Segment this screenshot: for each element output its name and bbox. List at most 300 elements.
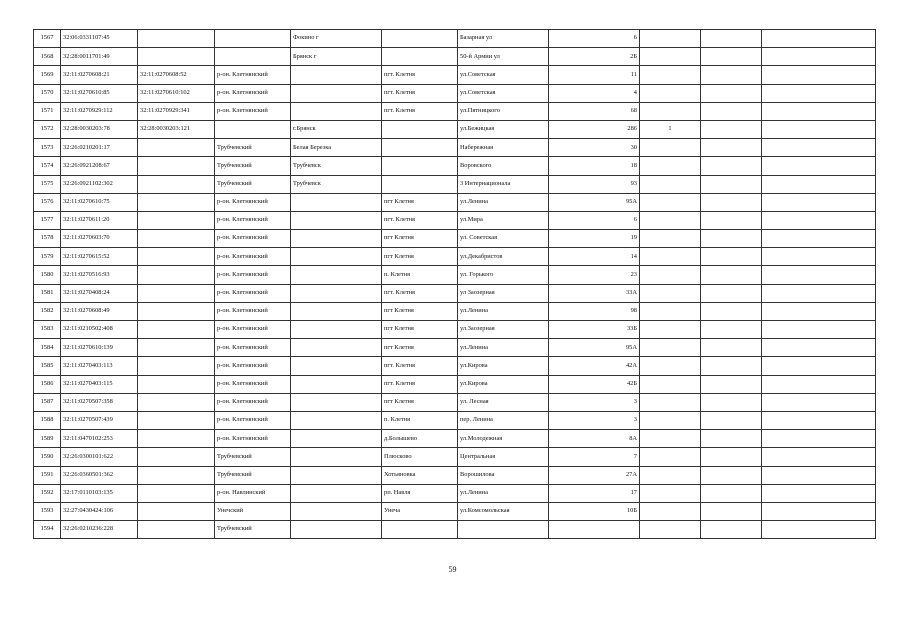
city-cell: Трубчевск <box>291 175 382 193</box>
cadastral-number-2-cell: 32:11:0270610:102 <box>138 84 215 102</box>
row-number-cell: 1590 <box>34 448 61 466</box>
house-number-cell: 4 <box>549 84 640 102</box>
city-cell <box>291 230 382 248</box>
cadastral-number-cell: 32:06:0331107:45 <box>61 30 138 48</box>
house-number-cell: 19 <box>549 230 640 248</box>
city-cell <box>291 502 382 520</box>
street-cell: ул.Советская <box>458 66 549 84</box>
table-row <box>34 284 876 302</box>
cadastral-number-cell: 32:17:0110103:135 <box>61 484 138 502</box>
settlement-cell <box>382 521 458 539</box>
house-number-cell <box>549 521 640 539</box>
row-number-cell: 1579 <box>34 248 61 266</box>
settlement-cell <box>382 30 458 48</box>
cadastral-number-2-cell <box>138 502 215 520</box>
notes-cell <box>762 102 876 120</box>
notes-cell <box>762 266 876 284</box>
cadastral-number-2-cell <box>138 175 215 193</box>
cadastral-number-cell: 32:11:0270610:85 <box>61 84 138 102</box>
house-number-cell: 93 <box>549 175 640 193</box>
row-number-cell: 1575 <box>34 175 61 193</box>
cadastral-number-2-cell <box>138 284 215 302</box>
row-number-cell: 1593 <box>34 502 61 520</box>
city-cell <box>291 357 382 375</box>
district-cell: р-он. Клетнянский <box>215 193 291 211</box>
city-cell <box>291 448 382 466</box>
settlement-cell: Плюсково <box>382 448 458 466</box>
notes-cell <box>762 175 876 193</box>
house-number-cell: 95А <box>549 193 640 211</box>
cadastral-number-2-cell <box>138 139 215 157</box>
cadastral-number-cell: 32:11:0470102:253 <box>61 430 138 448</box>
row-number-cell: 1574 <box>34 157 61 175</box>
house-number-cell: 27А <box>549 466 640 484</box>
cadastral-number-cell: 32:27:0430424:106 <box>61 502 138 520</box>
cadastral-number-2-cell <box>138 248 215 266</box>
table-row <box>34 393 876 411</box>
settlement-cell: п. Клетня <box>382 411 458 429</box>
settlement-cell: пгт Клетня <box>382 393 458 411</box>
quantity-cell: 1 <box>640 120 701 138</box>
settlement-cell <box>382 48 458 66</box>
district-cell <box>215 30 291 48</box>
cadastral-number-2-cell <box>138 375 215 393</box>
cadastral-number-2-cell <box>138 521 215 539</box>
district-cell: р-он. Клетнянский <box>215 230 291 248</box>
table-row <box>34 139 876 157</box>
cadastral-number-cell: 32:28:0030203:78 <box>61 120 138 138</box>
house-number-cell: 98 <box>549 302 640 320</box>
house-number-cell: 14 <box>549 248 640 266</box>
quantity-cell <box>640 411 701 429</box>
city-cell <box>291 375 382 393</box>
extra-cell <box>701 430 762 448</box>
district-cell: Трубчевский <box>215 175 291 193</box>
row-number-cell: 1580 <box>34 266 61 284</box>
cadastral-number-2-cell <box>138 430 215 448</box>
cadastral-number-2-cell <box>138 393 215 411</box>
house-number-cell: 68 <box>549 102 640 120</box>
extra-cell <box>701 484 762 502</box>
row-number-cell: 1585 <box>34 357 61 375</box>
cadastral-number-2-cell <box>138 339 215 357</box>
row-number-cell: 1583 <box>34 321 61 339</box>
street-cell: ул.Кирова <box>458 357 549 375</box>
city-cell <box>291 339 382 357</box>
district-cell: Трубчевский <box>215 448 291 466</box>
district-cell: р-он. Клетнянский <box>215 411 291 429</box>
cadastral-number-cell: 32:11:0210502:408 <box>61 321 138 339</box>
settlement-cell: пгт Клетня <box>382 339 458 357</box>
cadastral-number-cell: 32:11:0270610:75 <box>61 193 138 211</box>
extra-cell <box>701 211 762 229</box>
settlement-cell: Хотьяновка <box>382 466 458 484</box>
extra-cell <box>701 302 762 320</box>
house-number-cell: 7 <box>549 448 640 466</box>
cadastral-number-cell: 32:11:0270516:93 <box>61 266 138 284</box>
city-cell: Белая Березка <box>291 139 382 157</box>
district-cell: р-он. Клетнянский <box>215 248 291 266</box>
extra-cell <box>701 466 762 484</box>
row-number-cell: 1578 <box>34 230 61 248</box>
cadastral-number-2-cell <box>138 48 215 66</box>
table-row <box>34 321 876 339</box>
cadastral-number-2-cell: 32:11:0270929:341 <box>138 102 215 120</box>
table-row <box>34 102 876 120</box>
table-row <box>34 430 876 448</box>
extra-cell <box>701 357 762 375</box>
house-number-cell: 8А <box>549 430 640 448</box>
street-cell: Базарная ул <box>458 30 549 48</box>
settlement-cell <box>382 175 458 193</box>
settlement-cell <box>382 139 458 157</box>
street-cell: ул.Кирова <box>458 375 549 393</box>
quantity-cell <box>640 302 701 320</box>
quantity-cell <box>640 230 701 248</box>
quantity-cell <box>640 521 701 539</box>
quantity-cell <box>640 266 701 284</box>
quantity-cell <box>640 484 701 502</box>
notes-cell <box>762 66 876 84</box>
table-row <box>34 266 876 284</box>
table-row <box>34 193 876 211</box>
cadastral-number-cell: 32:11:0270929:112 <box>61 102 138 120</box>
notes-cell <box>762 339 876 357</box>
table-row <box>34 339 876 357</box>
row-number-cell: 1577 <box>34 211 61 229</box>
cadastral-number-2-cell <box>138 448 215 466</box>
street-cell: ул.Советская <box>458 84 549 102</box>
district-cell <box>215 120 291 138</box>
settlement-cell: Унеча <box>382 502 458 520</box>
extra-cell <box>701 230 762 248</box>
notes-cell <box>762 321 876 339</box>
house-number-cell: 286 <box>549 120 640 138</box>
city-cell <box>291 193 382 211</box>
quantity-cell <box>640 375 701 393</box>
extra-cell <box>701 193 762 211</box>
district-cell: р-он. Клетнянский <box>215 430 291 448</box>
cadastral-number-cell: 32:11:0270507:439 <box>61 411 138 429</box>
city-cell <box>291 102 382 120</box>
street-cell: ул.Бежицкая <box>458 120 549 138</box>
extra-cell <box>701 66 762 84</box>
table-row <box>34 230 876 248</box>
quantity-cell <box>640 430 701 448</box>
cadastral-number-2-cell <box>138 193 215 211</box>
street-cell: ул.Ленина <box>458 339 549 357</box>
street-cell: 3 Интернационала <box>458 175 549 193</box>
extra-cell <box>701 448 762 466</box>
row-number-cell: 1582 <box>34 302 61 320</box>
quantity-cell <box>640 193 701 211</box>
notes-cell <box>762 502 876 520</box>
city-cell <box>291 411 382 429</box>
quantity-cell <box>640 211 701 229</box>
notes-cell <box>762 521 876 539</box>
quantity-cell <box>640 66 701 84</box>
district-cell: Трубчевский <box>215 521 291 539</box>
extra-cell <box>701 248 762 266</box>
street-cell <box>458 521 549 539</box>
city-cell: Трубчевск <box>291 157 382 175</box>
house-number-cell: 95А <box>549 339 640 357</box>
table-row <box>34 375 876 393</box>
table-row <box>34 66 876 84</box>
register-table <box>33 29 876 539</box>
notes-cell <box>762 430 876 448</box>
district-cell: р-он. Клетнянский <box>215 339 291 357</box>
notes-cell <box>762 448 876 466</box>
row-number-cell: 1576 <box>34 193 61 211</box>
house-number-cell: 11 <box>549 66 640 84</box>
street-cell: ул.Декабристов <box>458 248 549 266</box>
extra-cell <box>701 139 762 157</box>
cadastral-number-2-cell: 32:11:0270608:52 <box>138 66 215 84</box>
quantity-cell <box>640 339 701 357</box>
street-cell: Воровского <box>458 157 549 175</box>
row-number-cell: 1569 <box>34 66 61 84</box>
table-row <box>34 521 876 539</box>
row-number-cell: 1570 <box>34 84 61 102</box>
district-cell: р-он. Клетнянский <box>215 266 291 284</box>
table-row <box>34 120 876 138</box>
cadastral-number-cell: 32:11:0270408:24 <box>61 284 138 302</box>
settlement-cell: п. Клетня <box>382 266 458 284</box>
cadastral-number-cell: 32:26:0210236:228 <box>61 521 138 539</box>
city-cell <box>291 430 382 448</box>
table-row <box>34 84 876 102</box>
cadastral-number-cell: 32:11:0270610:139 <box>61 339 138 357</box>
city-cell: Фокино г <box>291 30 382 48</box>
quantity-cell <box>640 248 701 266</box>
district-cell: р-он. Клетнянский <box>215 102 291 120</box>
city-cell <box>291 484 382 502</box>
house-number-cell: 6 <box>549 211 640 229</box>
row-number-cell: 1594 <box>34 521 61 539</box>
district-cell: р-он. Клетнянский <box>215 284 291 302</box>
settlement-cell: пгт. Клетня <box>382 357 458 375</box>
settlement-cell: пгт. Клетня <box>382 84 458 102</box>
house-number-cell: 23 <box>549 266 640 284</box>
city-cell <box>291 302 382 320</box>
settlement-cell: д.Болышево <box>382 430 458 448</box>
settlement-cell <box>382 120 458 138</box>
notes-cell <box>762 48 876 66</box>
quantity-cell <box>640 157 701 175</box>
cadastral-number-cell: 32:11:0270611:20 <box>61 211 138 229</box>
street-cell: ул. Горького <box>458 266 549 284</box>
extra-cell <box>701 30 762 48</box>
extra-cell <box>701 102 762 120</box>
street-cell: ул. Советская <box>458 230 549 248</box>
street-cell: Центральная <box>458 448 549 466</box>
row-number-cell: 1586 <box>34 375 61 393</box>
cadastral-number-cell: 32:11:0270615:52 <box>61 248 138 266</box>
table-row <box>34 484 876 502</box>
cadastral-number-cell: 32:11:0270403:113 <box>61 357 138 375</box>
cadastral-number-2-cell <box>138 266 215 284</box>
settlement-cell: пгт Клетня <box>382 230 458 248</box>
settlement-cell: пгт. Клетня <box>382 375 458 393</box>
table-row <box>34 175 876 193</box>
district-cell: р-он. Клетнянский <box>215 211 291 229</box>
house-number-cell: 2Б <box>549 48 640 66</box>
row-number-cell: 1572 <box>34 120 61 138</box>
notes-cell <box>762 393 876 411</box>
quantity-cell <box>640 466 701 484</box>
notes-cell <box>762 357 876 375</box>
cadastral-number-cell: 32:28:0011701:49 <box>61 48 138 66</box>
row-number-cell: 1573 <box>34 139 61 157</box>
cadastral-number-2-cell <box>138 357 215 375</box>
notes-cell <box>762 248 876 266</box>
table-row <box>34 466 876 484</box>
district-cell: Трубчевский <box>215 139 291 157</box>
city-cell: г.Брянск <box>291 120 382 138</box>
table-row <box>34 302 876 320</box>
street-cell: ул.Комсомольская <box>458 502 549 520</box>
extra-cell <box>701 157 762 175</box>
city-cell <box>291 66 382 84</box>
cadastral-number-cell: 32:26:0360501:362 <box>61 466 138 484</box>
cadastral-number-2-cell <box>138 30 215 48</box>
quantity-cell <box>640 393 701 411</box>
settlement-cell <box>382 157 458 175</box>
house-number-cell: 3 <box>549 411 640 429</box>
street-cell: ул Заозерная <box>458 284 549 302</box>
table-row <box>34 157 876 175</box>
city-cell <box>291 266 382 284</box>
settlement-cell: пгт. Клетня <box>382 211 458 229</box>
street-cell: ул. Лесная <box>458 393 549 411</box>
cadastral-number-cell: 32:11:0270608:21 <box>61 66 138 84</box>
quantity-cell <box>640 357 701 375</box>
extra-cell <box>701 266 762 284</box>
district-cell: р-он. Клетнянский <box>215 375 291 393</box>
cadastral-number-cell: 32:11:0270403:115 <box>61 375 138 393</box>
row-number-cell: 1591 <box>34 466 61 484</box>
cadastral-number-cell: 32:11:0270608:49 <box>61 302 138 320</box>
table-row <box>34 248 876 266</box>
quantity-cell <box>640 321 701 339</box>
district-cell: р-он. Клетнянский <box>215 302 291 320</box>
extra-cell <box>701 120 762 138</box>
quantity-cell <box>640 48 701 66</box>
quantity-cell <box>640 175 701 193</box>
district-cell: Трубчевский <box>215 466 291 484</box>
notes-cell <box>762 302 876 320</box>
quantity-cell <box>640 30 701 48</box>
extra-cell <box>701 48 762 66</box>
district-cell: Трубчевский <box>215 157 291 175</box>
street-cell: Ворошилова <box>458 466 549 484</box>
street-cell: ул.Молодежная <box>458 430 549 448</box>
quantity-cell <box>640 502 701 520</box>
city-cell <box>291 466 382 484</box>
house-number-cell: 3 <box>549 393 640 411</box>
table-row <box>34 48 876 66</box>
street-cell: ул.Ленина <box>458 193 549 211</box>
row-number-cell: 1567 <box>34 30 61 48</box>
quantity-cell <box>640 139 701 157</box>
cadastral-number-2-cell <box>138 157 215 175</box>
table-row <box>34 448 876 466</box>
cadastral-number-cell: 32:26:0210201:17 <box>61 139 138 157</box>
city-cell: Брянск г <box>291 48 382 66</box>
street-cell: ул.Ленина <box>458 484 549 502</box>
settlement-cell: рп. Навля <box>382 484 458 502</box>
street-cell: ул.Ленина <box>458 302 549 320</box>
cadastral-number-cell: 32:11:0270603:70 <box>61 230 138 248</box>
row-number-cell: 1587 <box>34 393 61 411</box>
street-cell: ул.Пятницкого <box>458 102 549 120</box>
street-cell: ул.Заозерная <box>458 321 549 339</box>
extra-cell <box>701 284 762 302</box>
cadastral-number-2-cell <box>138 302 215 320</box>
page-number: 59 <box>448 565 457 574</box>
district-cell: р-он. Клетнянский <box>215 393 291 411</box>
row-number-cell: 1568 <box>34 48 61 66</box>
house-number-cell: 17 <box>549 484 640 502</box>
extra-cell <box>701 175 762 193</box>
city-cell <box>291 321 382 339</box>
row-number-cell: 1584 <box>34 339 61 357</box>
quantity-cell <box>640 284 701 302</box>
cadastral-number-2-cell <box>138 321 215 339</box>
table-row <box>34 30 876 48</box>
cadastral-number-2-cell <box>138 411 215 429</box>
house-number-cell: 42Б <box>549 375 640 393</box>
cadastral-number-cell: 32:11:0270507:358 <box>61 393 138 411</box>
street-cell: ул.Мира <box>458 211 549 229</box>
extra-cell <box>701 339 762 357</box>
cadastral-number-2-cell <box>138 484 215 502</box>
notes-cell <box>762 284 876 302</box>
house-number-cell: 10Б <box>549 502 640 520</box>
city-cell <box>291 211 382 229</box>
extra-cell <box>701 84 762 102</box>
district-cell: р-он. Навлинский <box>215 484 291 502</box>
notes-cell <box>762 30 876 48</box>
extra-cell <box>701 321 762 339</box>
row-number-cell: 1589 <box>34 430 61 448</box>
quantity-cell <box>640 102 701 120</box>
notes-cell <box>762 411 876 429</box>
cadastral-number-2-cell <box>138 230 215 248</box>
cadastral-number-2-cell: 32:28:0030203:121 <box>138 120 215 138</box>
settlement-cell: пгт. Клетня <box>382 66 458 84</box>
settlement-cell: пгт Клетня <box>382 321 458 339</box>
city-cell <box>291 393 382 411</box>
cadastral-number-cell: 32:26:0921102:302 <box>61 175 138 193</box>
house-number-cell: 18 <box>549 157 640 175</box>
notes-cell <box>762 120 876 138</box>
house-number-cell: 33Б <box>549 321 640 339</box>
table-row <box>34 502 876 520</box>
notes-cell <box>762 375 876 393</box>
extra-cell <box>701 411 762 429</box>
table-row <box>34 357 876 375</box>
district-cell <box>215 48 291 66</box>
settlement-cell: пгт Клетня <box>382 248 458 266</box>
notes-cell <box>762 157 876 175</box>
notes-cell <box>762 139 876 157</box>
city-cell <box>291 248 382 266</box>
district-cell: р-он. Клетнянский <box>215 357 291 375</box>
extra-cell <box>701 375 762 393</box>
house-number-cell: 30 <box>549 139 640 157</box>
